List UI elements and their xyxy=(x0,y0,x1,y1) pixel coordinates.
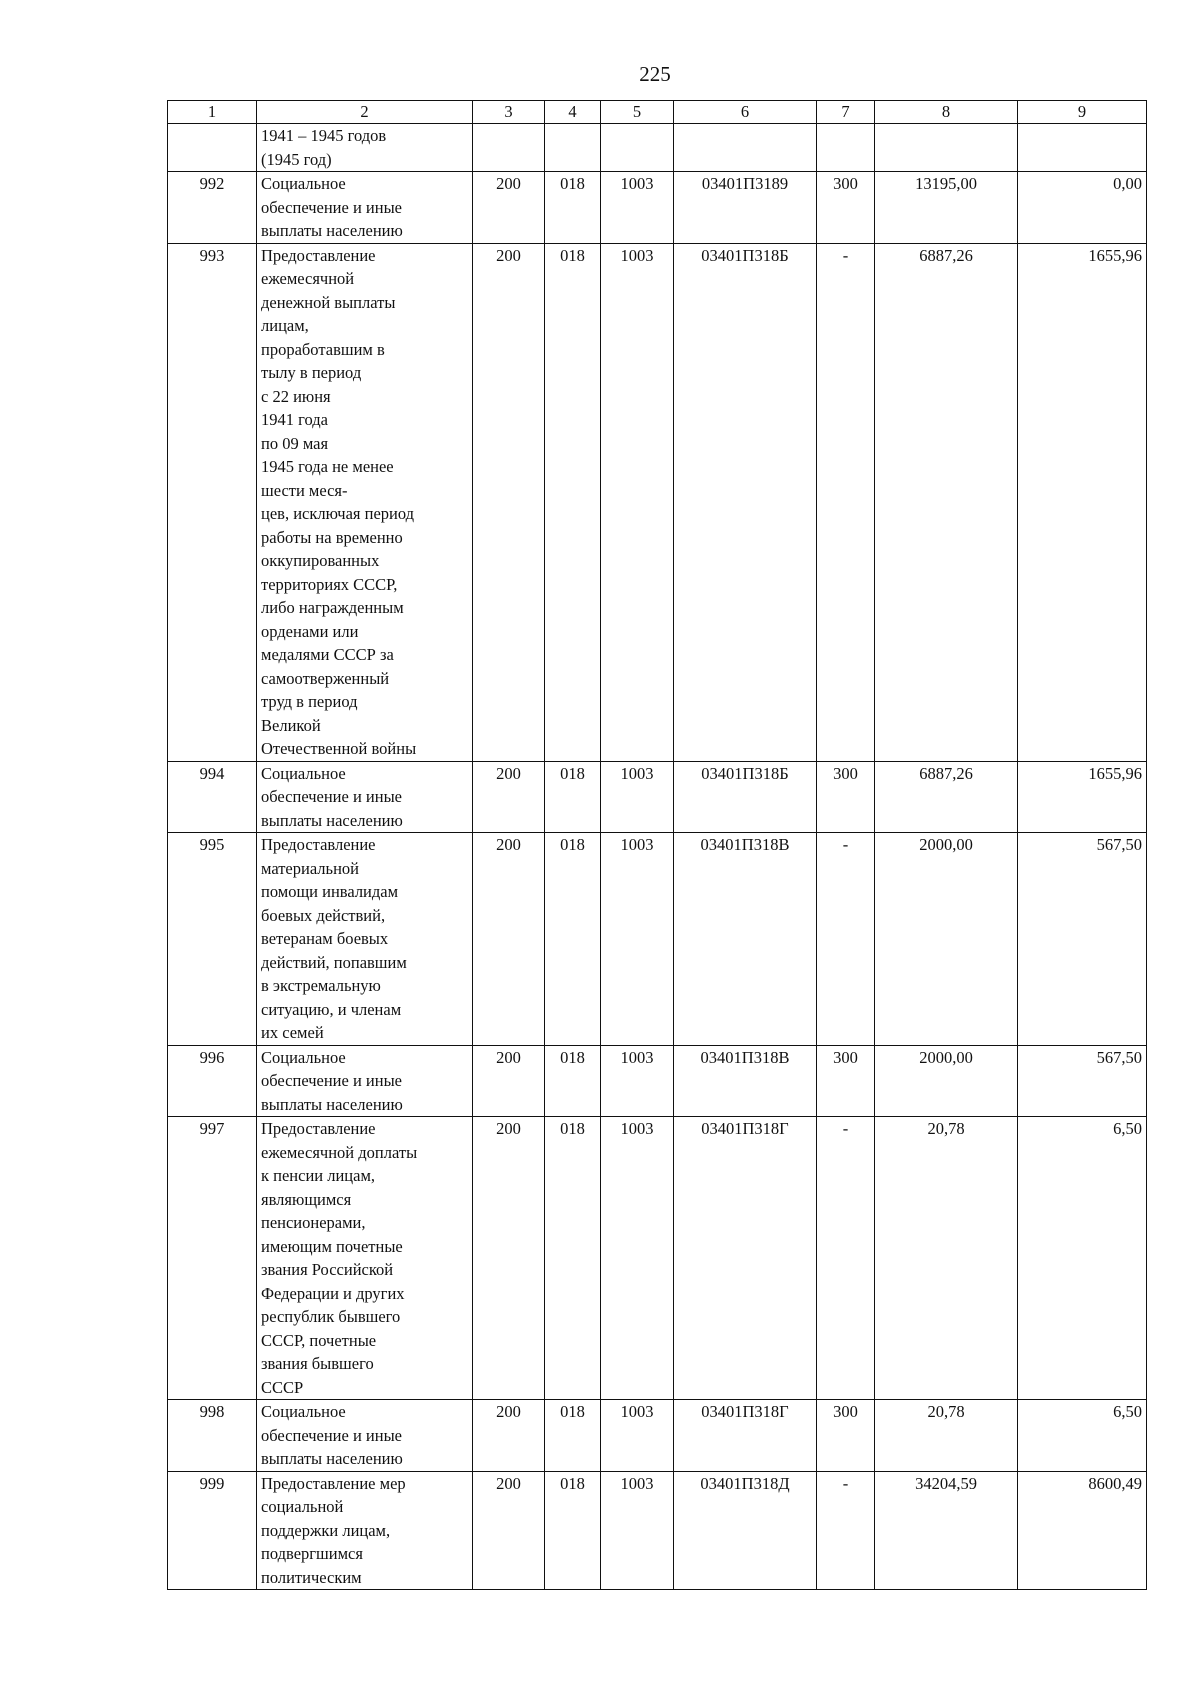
code-7: - xyxy=(817,243,875,761)
table-row xyxy=(168,172,1147,244)
code-7: 300 xyxy=(817,172,875,244)
column-header: 5 xyxy=(601,101,674,124)
code-6: 03401П318Д xyxy=(674,1471,817,1590)
column-header: 9 xyxy=(1018,101,1147,124)
code-5: 1003 xyxy=(601,1045,674,1117)
column-header: 1 xyxy=(168,101,257,124)
amount-9: 567,50 xyxy=(1018,833,1147,1046)
column-header: 4 xyxy=(545,101,601,124)
row-number: 994 xyxy=(168,761,257,833)
row-number: 995 xyxy=(168,833,257,1046)
code-4: 018 xyxy=(545,1471,601,1590)
code-4: 018 xyxy=(545,1045,601,1117)
row-name: Социальное обеспечение и иные выплаты населению xyxy=(257,761,473,833)
code-7: - xyxy=(817,1117,875,1400)
code-3: 200 xyxy=(473,1117,545,1400)
table-row xyxy=(168,243,1147,761)
amount-9: 8600,49 xyxy=(1018,1471,1147,1590)
code-5: 1003 xyxy=(601,172,674,244)
amount-8: 6887,26 xyxy=(875,243,1018,761)
table-row xyxy=(168,1045,1147,1117)
code-5: 1003 xyxy=(601,1471,674,1590)
amount-8 xyxy=(875,124,1018,172)
code-6: 03401П318Г xyxy=(674,1400,817,1472)
row-number: 993 xyxy=(168,243,257,761)
row-name: Социальное обеспечение и иные выплаты населению xyxy=(257,1045,473,1117)
table-row xyxy=(168,1400,1147,1472)
table-body xyxy=(168,124,1147,1590)
amount-8: 34204,59 xyxy=(875,1471,1018,1590)
code-3: 200 xyxy=(473,243,545,761)
code-5: 1003 xyxy=(601,1400,674,1472)
code-5 xyxy=(601,124,674,172)
amount-9: 1655,96 xyxy=(1018,243,1147,761)
code-3: 200 xyxy=(473,1471,545,1590)
code-7: - xyxy=(817,1471,875,1590)
column-header: 7 xyxy=(817,101,875,124)
amount-8: 20,78 xyxy=(875,1117,1018,1400)
column-header: 2 xyxy=(257,101,473,124)
budget-table xyxy=(167,100,1147,1590)
code-4: 018 xyxy=(545,1400,601,1472)
amount-8: 2000,00 xyxy=(875,833,1018,1046)
amount-9: 6,50 xyxy=(1018,1117,1147,1400)
code-7: 300 xyxy=(817,761,875,833)
code-6: 03401П318В xyxy=(674,833,817,1046)
amount-9: 567,50 xyxy=(1018,1045,1147,1117)
row-number: 997 xyxy=(168,1117,257,1400)
column-header: 6 xyxy=(674,101,817,124)
row-number: 998 xyxy=(168,1400,257,1472)
code-4 xyxy=(545,124,601,172)
row-name: Предоставление ежемесячной денежной выплаты лицам, проработавшим в тылу в период с 22 июня 1941 года по 09 мая 1945 года не менее шести меся- цев, исключая период работы на временно оккупированных территориях СССР, либо награжденным орденами или медалями СССР за самоотверженный труд в период Великой Отечественной войны xyxy=(257,243,473,761)
row-name: Социальное обеспечение и иные выплаты населению xyxy=(257,172,473,244)
code-3: 200 xyxy=(473,1400,545,1472)
column-header: 3 xyxy=(473,101,545,124)
code-4: 018 xyxy=(545,172,601,244)
amount-8: 2000,00 xyxy=(875,1045,1018,1117)
code-6: 03401П3189 xyxy=(674,172,817,244)
table-row xyxy=(168,761,1147,833)
amount-9 xyxy=(1018,124,1147,172)
row-name: Предоставление ежемесячной доплаты к пенсии лицам, являющимся пенсионерами, имеющим почетные звания Российской Федерации и других республик бывшего СССР, почетные звания бывшего СССР xyxy=(257,1117,473,1400)
amount-8: 20,78 xyxy=(875,1400,1018,1472)
code-4: 018 xyxy=(545,1117,601,1400)
column-number-row xyxy=(168,101,1147,124)
table-row xyxy=(168,1117,1147,1400)
row-name: 1941 – 1945 годов (1945 год) xyxy=(257,124,473,172)
row-number: 999 xyxy=(168,1471,257,1590)
code-5: 1003 xyxy=(601,761,674,833)
table-row xyxy=(168,833,1147,1046)
code-6: 03401П318Г xyxy=(674,1117,817,1400)
code-6 xyxy=(674,124,817,172)
code-7: 300 xyxy=(817,1045,875,1117)
code-6: 03401П318Б xyxy=(674,243,817,761)
code-5: 1003 xyxy=(601,833,674,1046)
amount-8: 13195,00 xyxy=(875,172,1018,244)
amount-8: 6887,26 xyxy=(875,761,1018,833)
row-number: 992 xyxy=(168,172,257,244)
code-7 xyxy=(817,124,875,172)
code-7: 300 xyxy=(817,1400,875,1472)
code-5: 1003 xyxy=(601,243,674,761)
code-3: 200 xyxy=(473,761,545,833)
code-4: 018 xyxy=(545,243,601,761)
code-7: - xyxy=(817,833,875,1046)
code-6: 03401П318В xyxy=(674,1045,817,1117)
code-3: 200 xyxy=(473,1045,545,1117)
page-number: 225 xyxy=(639,62,671,86)
table-row xyxy=(168,124,1147,172)
code-4: 018 xyxy=(545,833,601,1046)
code-3 xyxy=(473,124,545,172)
amount-9: 1655,96 xyxy=(1018,761,1147,833)
code-6: 03401П318Б xyxy=(674,761,817,833)
amount-9: 6,50 xyxy=(1018,1400,1147,1472)
code-3: 200 xyxy=(473,172,545,244)
column-header: 8 xyxy=(875,101,1018,124)
amount-9: 0,00 xyxy=(1018,172,1147,244)
row-name: Предоставление мер социальной поддержки лицам, подвергшимся политическим xyxy=(257,1471,473,1590)
row-name: Социальное обеспечение и иные выплаты населению xyxy=(257,1400,473,1472)
code-5: 1003 xyxy=(601,1117,674,1400)
table-row xyxy=(168,1471,1147,1590)
code-3: 200 xyxy=(473,833,545,1046)
row-name: Предоставление материальной помощи инвалидам боевых действий, ветеранам боевых действий, попавшим в экстремальную ситуацию, и членам их семей xyxy=(257,833,473,1046)
row-number: 996 xyxy=(168,1045,257,1117)
code-4: 018 xyxy=(545,761,601,833)
row-number xyxy=(168,124,257,172)
